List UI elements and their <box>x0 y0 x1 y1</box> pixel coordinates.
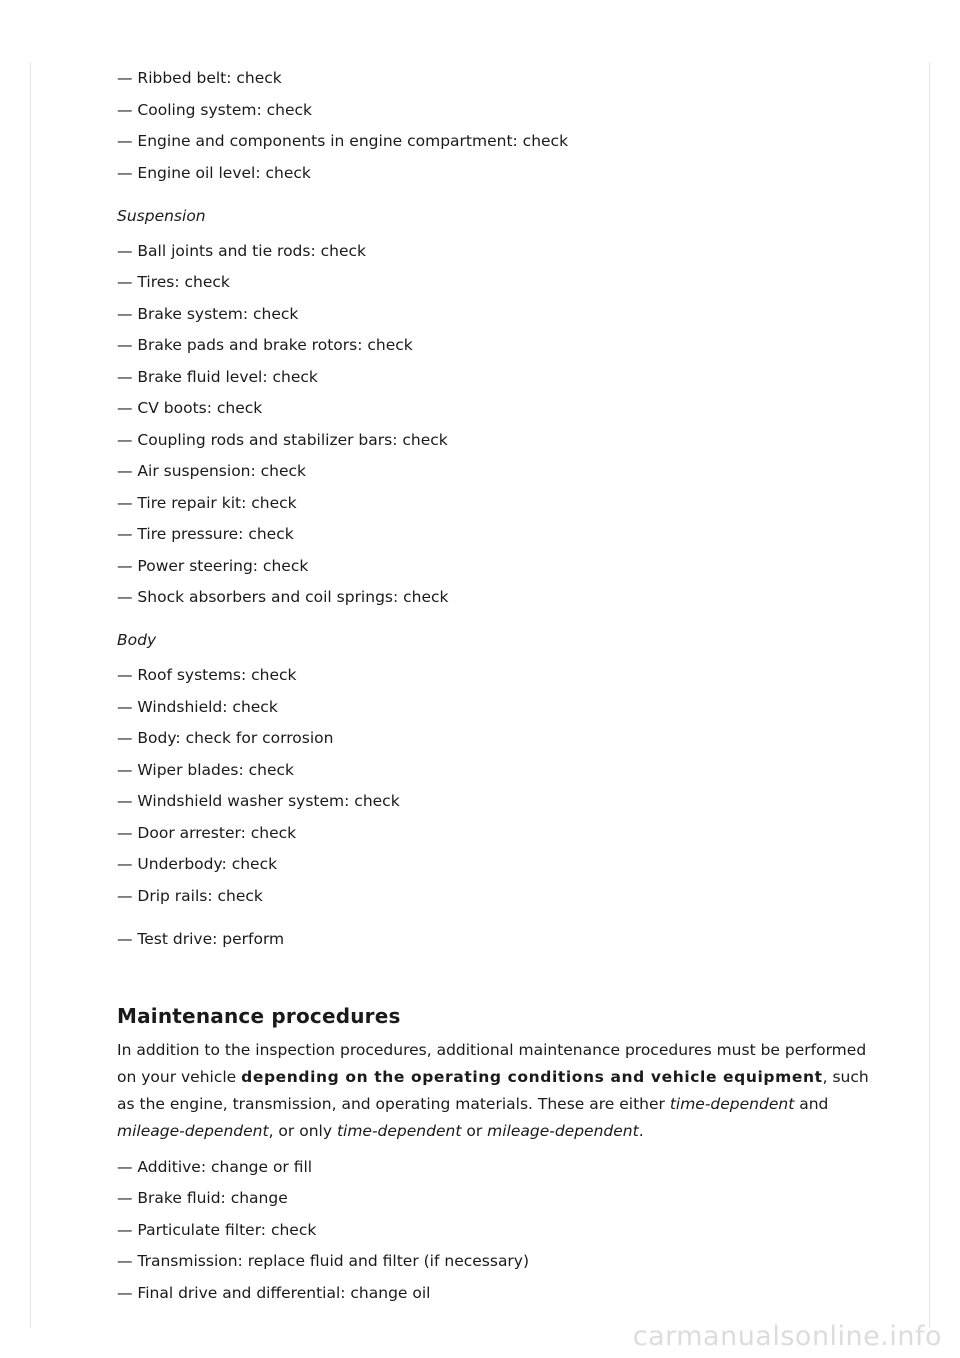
list-item: — Air suspension: check <box>117 462 307 480</box>
list-item: — Engine and components in engine compartment: check <box>117 132 569 150</box>
list-item: — Tires: check <box>117 273 230 291</box>
list-item: — Shock absorbers and coil springs: check <box>117 588 449 606</box>
list-item: — Brake pads and brake rotors: check <box>117 336 413 354</box>
list-item: — Brake fluid level: check <box>117 367 318 386</box>
list-item: — Tire repair kit: check <box>117 493 297 512</box>
list-item: — Engine oil level: check <box>117 163 311 182</box>
suspension-checklist <box>117 241 877 608</box>
list-item: — Windshield washer system: check <box>117 792 400 810</box>
intro-text: . <box>638 1121 644 1140</box>
list-item: — Particulate filter: check <box>117 1220 317 1239</box>
maintenance-title: Maintenance procedures <box>117 1003 401 1028</box>
page-border-left <box>30 62 31 1328</box>
maintenance-intro <box>117 1037 877 1145</box>
list-item: — Cooling system: check <box>117 100 312 119</box>
body-heading: Body <box>117 631 157 649</box>
intro-term: mileage-dependent <box>117 1121 269 1140</box>
list-item: — Coupling rods and stabilizer bars: check <box>117 430 448 449</box>
list-item: — Brake system: check <box>117 304 299 323</box>
intro-term: time-dependent <box>336 1121 462 1140</box>
body-checklist <box>117 665 877 906</box>
intro-text: In addition to the inspection procedures, additional maintenance procedures must be performed on your vehicle <box>117 1040 867 1086</box>
intro-text: or <box>461 1121 488 1140</box>
document-content <box>117 68 877 1314</box>
list-item: — Windshield: check <box>117 697 278 716</box>
list-item: — Ribbed belt: check <box>117 69 282 87</box>
list-item: — Power steering: check <box>117 556 309 575</box>
page-border-right <box>929 62 930 1328</box>
engine-checklist <box>117 68 877 183</box>
list-item: — Brake fluid: change <box>117 1189 288 1207</box>
list-item: — Roof systems: check <box>117 666 297 684</box>
test-drive-item: — Test drive: perform <box>117 929 285 948</box>
intro-text: , or only <box>268 1121 337 1140</box>
list-item: — Wiper blades: check <box>117 760 295 779</box>
list-item: — Transmission: replace fluid and filter (if necessary) <box>117 1252 530 1270</box>
list-item: — Door arrester: check <box>117 823 297 842</box>
intro-term: mileage-dependent <box>487 1121 639 1140</box>
list-item: — Drip rails: check <box>117 886 263 905</box>
intro-text: and <box>794 1094 829 1113</box>
intro-term: time-dependent <box>669 1094 795 1113</box>
list-item: — Final drive and differential: change oil <box>117 1283 431 1302</box>
suspension-heading: Suspension <box>117 206 206 225</box>
intro-text: , such as the engine, transmission, and operating materials. These are either <box>117 1067 869 1113</box>
list-item: — Tire pressure: check <box>117 525 294 543</box>
watermark: carmanualsonline.info <box>632 1321 942 1352</box>
list-item: — Additive: change or fill <box>117 1157 313 1176</box>
maintenance-checklist <box>117 1157 877 1303</box>
list-item: — Ball joints and tie rods: check <box>117 241 366 260</box>
intro-emphasis: depending on the operating conditions and vehicle equipment <box>241 1067 823 1086</box>
list-item: — CV boots: check <box>117 399 263 417</box>
list-item: — Body: check for corrosion <box>117 729 334 747</box>
list-item: — Underbody: check <box>117 855 278 873</box>
